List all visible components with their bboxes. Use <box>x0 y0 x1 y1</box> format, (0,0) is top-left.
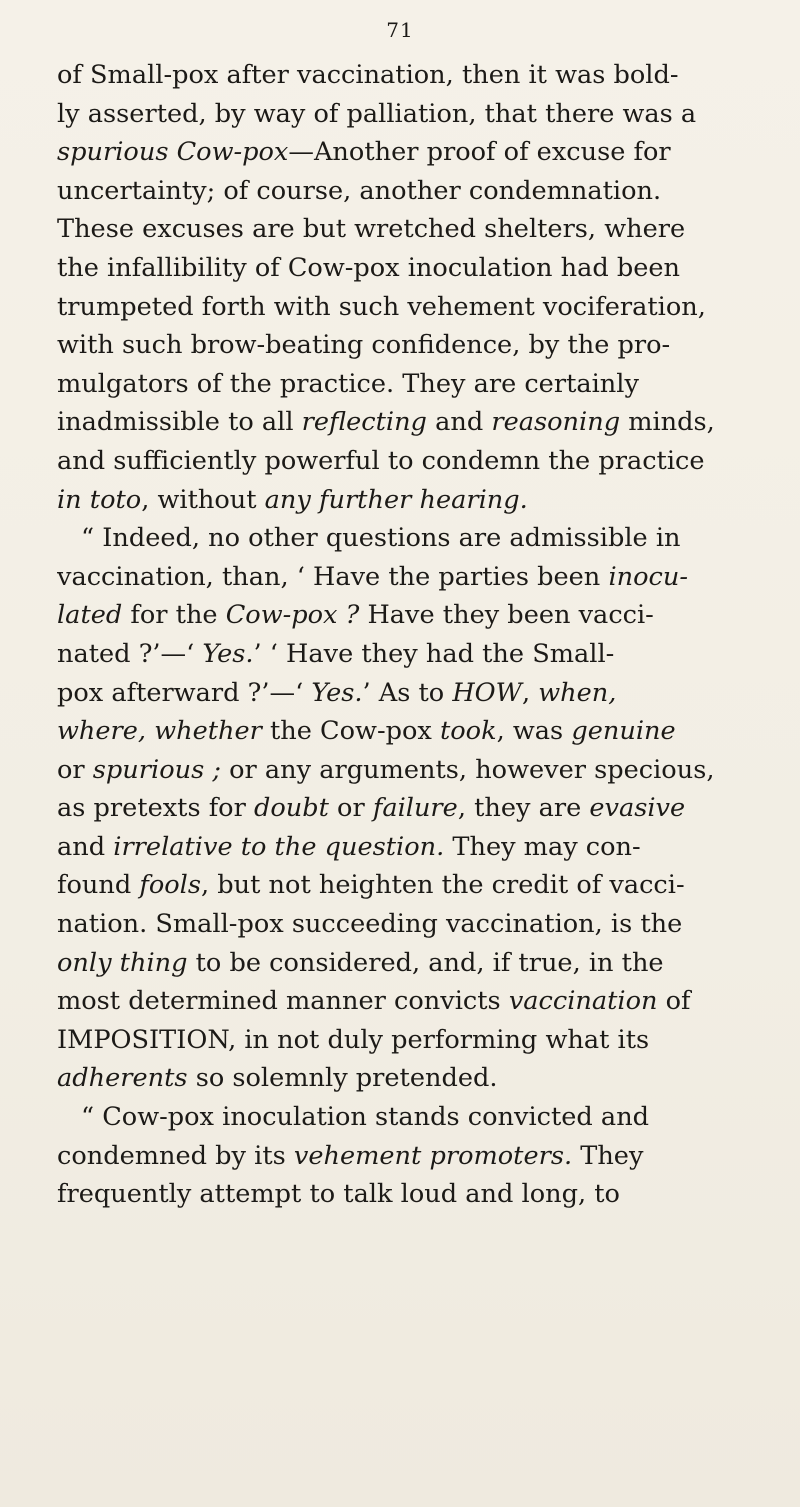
text-segment: , was <box>496 716 572 747</box>
text-line <box>57 288 772 327</box>
text-segment: of Small-pox after vaccination, then it was bold- <box>57 60 679 90</box>
text-segment: ly asserted, by way of palliation, that there was a <box>57 98 697 129</box>
italic-text-segment: Cow-pox ? <box>225 600 360 631</box>
text-line <box>57 905 772 944</box>
italic-text-segment: lated <box>57 600 123 631</box>
text-line <box>57 133 772 172</box>
text-segment: They <box>572 1140 644 1171</box>
text-line <box>57 481 772 520</box>
text-segment: and sufficiently powerful to condemn the practice <box>57 445 705 476</box>
text-segment: nated ?’—‘ <box>57 638 203 669</box>
italic-text-segment: genuine <box>571 716 676 747</box>
italic-text-segment: any further hearing. <box>264 484 528 515</box>
text-segment: so solemnly pretended. <box>187 1063 498 1094</box>
italic-text-segment: evasive <box>589 793 686 824</box>
text-segment: They may con- <box>444 831 641 862</box>
text-line <box>57 944 772 983</box>
text-segment: or <box>57 754 93 785</box>
text-line <box>57 635 772 674</box>
text-line <box>57 210 772 249</box>
text-segment: Have they been vacci- <box>359 600 654 631</box>
text-segment: , they are <box>457 793 590 824</box>
italic-text-segment: Yes. <box>202 638 254 669</box>
text-line <box>57 828 772 867</box>
text-line <box>57 982 772 1021</box>
italic-text-segment: reflecting <box>301 407 427 438</box>
text-line <box>57 1137 772 1176</box>
text-line <box>57 1098 772 1137</box>
italic-text-segment: when, <box>538 677 617 708</box>
text-line <box>57 1059 772 1098</box>
text-segment: of <box>657 986 691 1017</box>
italic-text-segment: inocu- <box>608 561 688 592</box>
text-line <box>57 519 772 558</box>
italic-text-segment: fools <box>139 870 201 901</box>
italic-text-segment: HOW <box>452 677 522 708</box>
text-line <box>57 326 772 365</box>
text-segment: the Cow-pox <box>261 716 440 747</box>
text-segment: ’ ‘ Have they had the Small- <box>253 638 615 669</box>
text-line <box>57 95 772 134</box>
italic-text-segment: vehement promoters. <box>293 1140 573 1171</box>
italic-text-segment: vaccination <box>508 986 658 1017</box>
text-segment: most determined manner convicts <box>57 986 509 1017</box>
text-segment: or any arguments, however specious, <box>221 754 715 785</box>
italic-text-segment: spurious ; <box>92 754 221 785</box>
text-line <box>57 596 772 635</box>
text-segment: “ Indeed, no other questions are admissible in <box>81 523 681 554</box>
text-line <box>57 172 772 211</box>
text-segment: —Another proof of excuse for <box>288 137 671 168</box>
text-segment: uncertainty; of course, another condemnation. <box>57 175 662 206</box>
text-segment: to be considered, and, if true, in the <box>187 947 664 978</box>
text-segment: the infallibility of Cow-pox inoculation had been <box>57 252 681 283</box>
text-line <box>57 1021 772 1060</box>
italic-text-segment: failure <box>372 793 458 824</box>
text-segment: condemned by its <box>57 1140 294 1171</box>
text-line <box>57 249 772 288</box>
italic-text-segment: took <box>439 716 497 747</box>
text-line <box>57 751 772 790</box>
text-segment: with such brow-beating confidence, by the pro- <box>57 330 671 361</box>
italic-text-segment: adherents <box>57 1063 188 1094</box>
text-segment: pox afterward ?’—‘ <box>57 677 312 708</box>
text-segment: minds, <box>620 407 715 438</box>
italic-text-segment: where, whether <box>57 716 262 747</box>
text-segment: found <box>57 870 140 901</box>
text-line <box>57 56 772 95</box>
italic-text-segment: doubt <box>253 793 329 824</box>
text-line <box>57 365 772 404</box>
text-segment: as pretexts for <box>57 793 254 824</box>
text-segment: and <box>426 407 492 438</box>
italic-text-segment: in toto <box>57 484 142 515</box>
text-line <box>57 1175 772 1214</box>
text-segment: inadmissible to all <box>57 407 302 438</box>
text-segment: “ Cow-pox inoculation stands convicted and <box>81 1102 650 1133</box>
body-text <box>57 56 772 1214</box>
text-segment: or <box>328 793 373 824</box>
text-line <box>57 403 772 442</box>
text-segment: trumpeted forth with such vehement vociferation, <box>57 291 706 322</box>
italic-text-segment: spurious Cow-pox <box>57 137 289 168</box>
italic-text-segment: only thing <box>57 947 188 978</box>
text-segment: , <box>521 677 539 708</box>
italic-text-segment: reasoning <box>491 407 621 438</box>
text-segment: , without <box>141 484 265 515</box>
text-line <box>57 866 772 905</box>
text-segment: ’ As to <box>362 677 453 708</box>
text-segment: vaccination, than, ‘ Have the parties been <box>57 561 609 592</box>
text-segment: mulgators of the practice. They are certainly <box>57 368 639 399</box>
text-segment: IMPOSITION, in not duly performing what its <box>57 1024 650 1055</box>
text-segment: , but not heighten the credit of vacci- <box>201 870 685 901</box>
italic-text-segment: irrelative to the question. <box>113 831 445 862</box>
text-line <box>57 442 772 481</box>
text-segment: These excuses are but wretched shelters, where <box>57 214 686 245</box>
text-line <box>57 674 772 713</box>
text-segment: nation. Small-pox succeeding vaccination, is the <box>57 909 683 940</box>
text-segment: for the <box>122 600 226 631</box>
italic-text-segment: Yes. <box>311 677 363 708</box>
text-line <box>57 712 772 751</box>
text-line <box>57 558 772 597</box>
text-segment: and <box>57 831 114 862</box>
text-segment: frequently attempt to talk loud and long, to <box>57 1179 620 1210</box>
text-line <box>57 789 772 828</box>
page-number: 71 <box>386 18 414 42</box>
